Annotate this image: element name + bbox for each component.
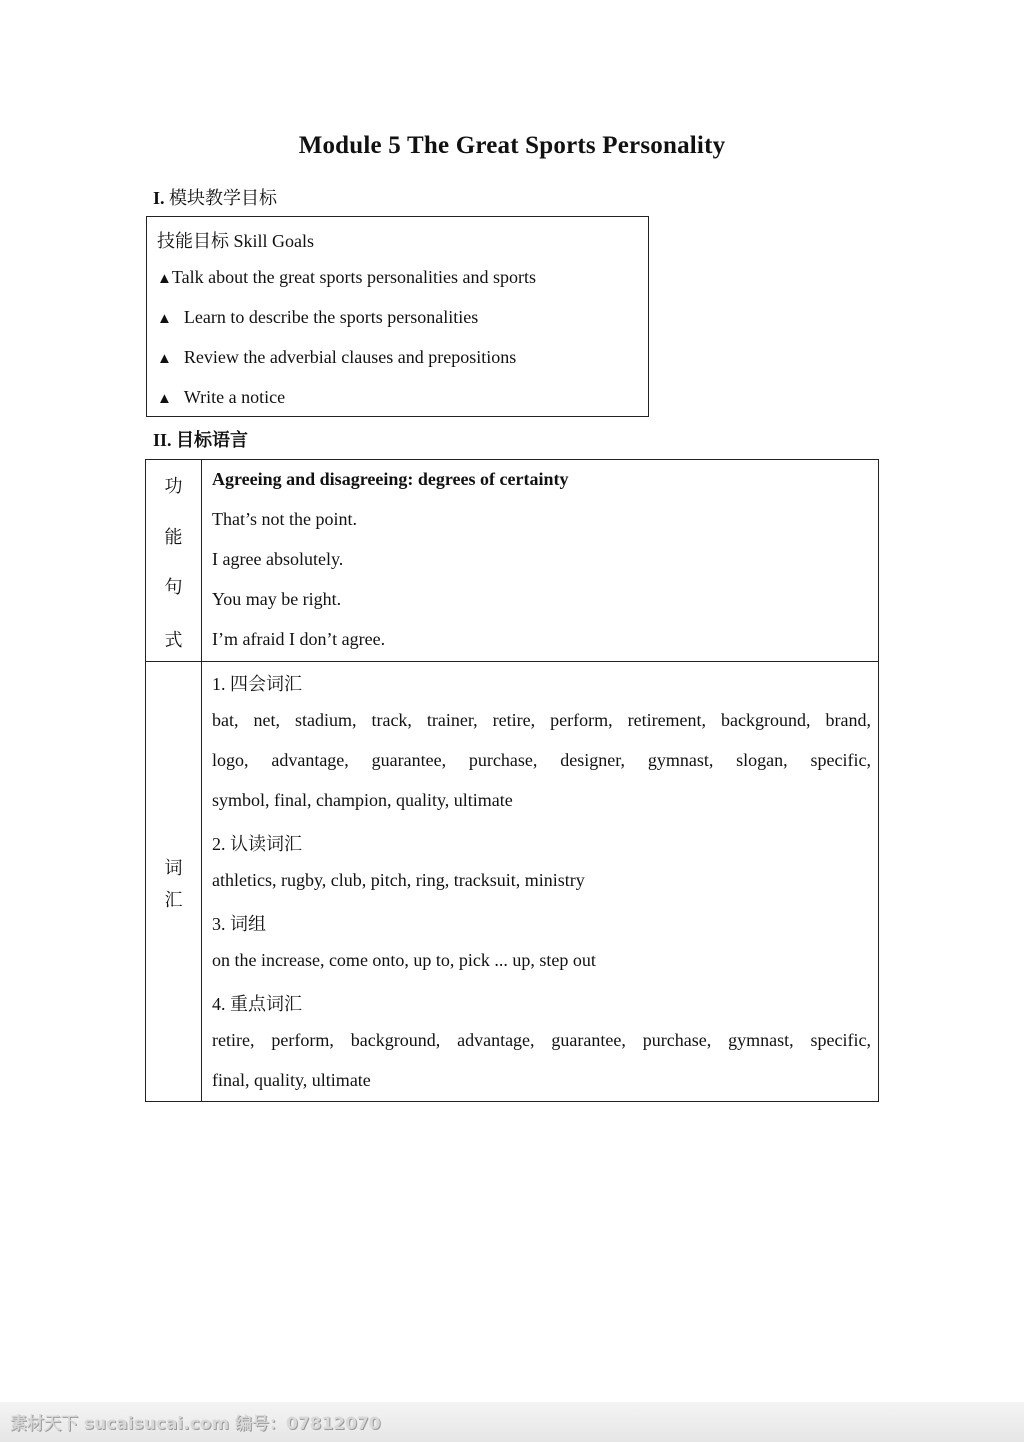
target-language-table	[145, 459, 879, 1102]
triangle-bullet-icon: ▲	[157, 391, 172, 407]
vocab-group-label: 3. 词组	[212, 914, 266, 934]
functional-sentence: I agree absolutely.	[212, 549, 344, 569]
triangle-bullet-icon: ▲	[157, 311, 172, 327]
functional-sentence: You may be right.	[212, 589, 342, 609]
section-heading-goals	[153, 184, 277, 210]
vocab-line: bat, net, stadium, track, trainer, retire, perform, retirement, background, brand,	[212, 710, 871, 730]
vocab-line: logo, advantage, guarantee, purchase, designer, gymnast, slogan, specific,	[212, 750, 871, 770]
section-number: II.	[153, 430, 172, 450]
vocab-line: retire, perform, background, advantage, guarantee, purchase, gymnast, specific,	[212, 1030, 871, 1050]
column-divider	[201, 460, 202, 1101]
row-label-char: 式	[164, 630, 183, 650]
triangle-bullet-icon: ▲	[157, 271, 172, 287]
goal-item	[157, 267, 536, 288]
goal-item	[157, 307, 478, 328]
row-label-char: 功	[164, 476, 183, 496]
row-label-char: 能	[164, 527, 183, 547]
goal-item	[157, 347, 516, 368]
functional-heading: Agreeing and disagreeing: degrees of certainty	[212, 469, 569, 489]
vocab-line: final, quality, ultimate	[212, 1070, 371, 1090]
section-label: 目标语言	[176, 430, 249, 450]
row-divider	[146, 661, 878, 662]
goal-item	[157, 387, 285, 408]
row-label-char: 汇	[164, 890, 183, 910]
vocab-group-label: 2. 认读词汇	[212, 834, 302, 854]
functional-sentence: That’s not the point.	[212, 509, 357, 529]
goal-text: Talk about the great sports personalities and sports	[171, 267, 537, 287]
goal-text: Write a notice	[183, 387, 286, 407]
document-title: Module 5 The Great Sports Personality	[298, 132, 726, 159]
triangle-bullet-icon: ▲	[157, 351, 172, 367]
vocab-line: on the increase, come onto, up to, pick ... up, step out	[212, 950, 596, 970]
row-label-char: 句	[164, 577, 183, 597]
section-label: 模块教学目标	[169, 188, 278, 208]
skill-goals-box	[146, 216, 649, 417]
vocab-line: athletics, rugby, club, pitch, ring, tracksuit, ministry	[212, 870, 585, 890]
vocab-line: symbol, final, champion, quality, ultimate	[212, 790, 513, 810]
goal-text: Learn to describe the sports personalities	[183, 307, 479, 327]
skill-goals-heading: 技能目标 Skill Goals	[157, 231, 315, 251]
section-number: I.	[153, 188, 165, 208]
vocab-group-label: 1. 四会词汇	[212, 674, 302, 694]
functional-sentence: I’m afraid I don’t agree.	[212, 629, 386, 649]
row-label-char: 词	[164, 858, 183, 878]
section-heading-language	[153, 426, 248, 452]
vocab-group-label: 4. 重点词汇	[212, 994, 302, 1014]
watermark-text: 素材天下 sucaisucai.com 编号：07812070	[10, 1414, 381, 1434]
goal-text: Review the adverbial clauses and prepositions	[183, 347, 517, 367]
